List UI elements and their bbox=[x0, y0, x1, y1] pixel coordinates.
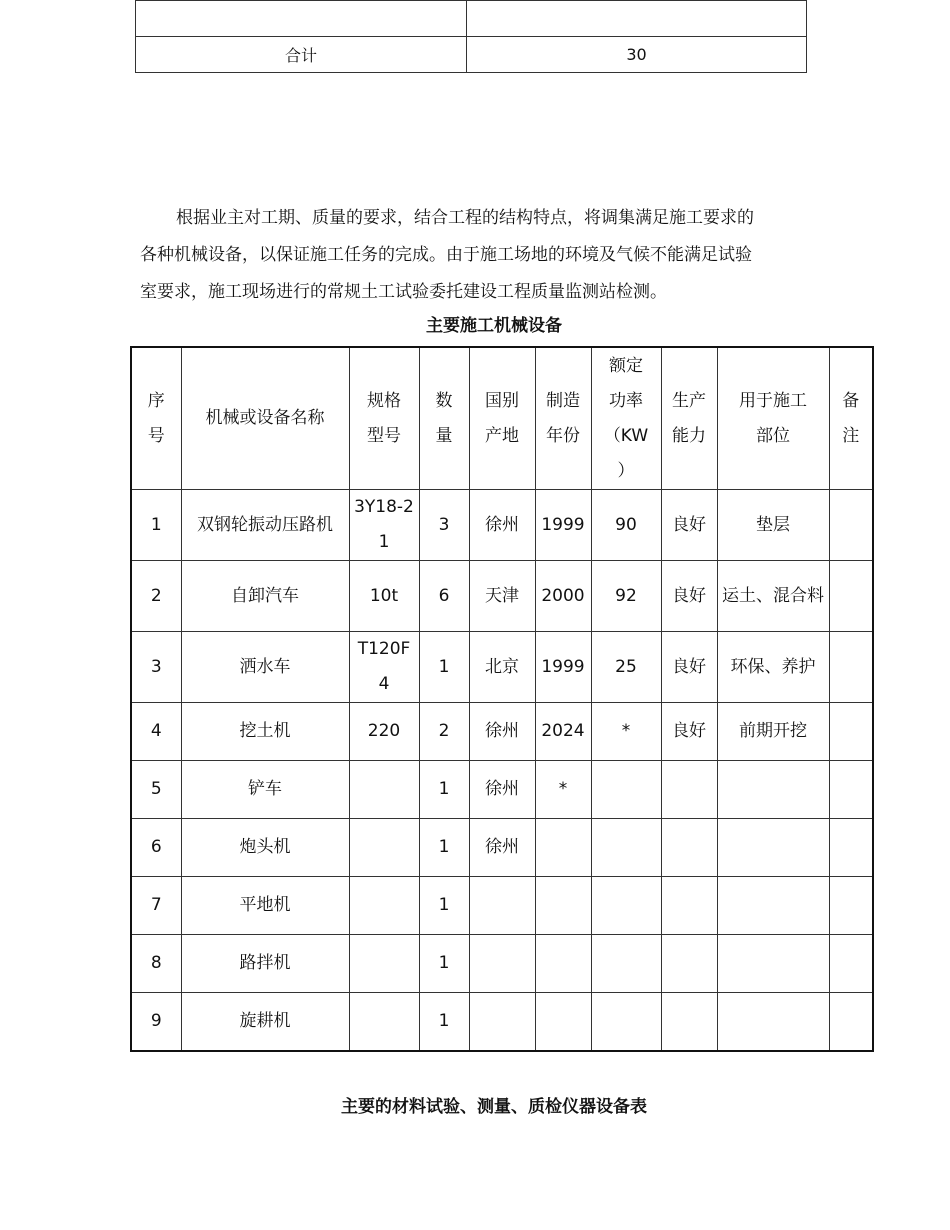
cell-quantity: 1 bbox=[419, 761, 469, 819]
cell-remarks bbox=[829, 935, 873, 993]
table-row bbox=[131, 993, 873, 1052]
header-cell-name: 机械或设备名称 bbox=[181, 347, 349, 490]
cell-usage-part bbox=[717, 877, 829, 935]
cell-capacity: 良好 bbox=[661, 632, 717, 703]
summary-table bbox=[135, 0, 807, 73]
cell-remarks bbox=[829, 561, 873, 632]
cell-year bbox=[535, 877, 591, 935]
cell-equipment-name: 路拌机 bbox=[181, 935, 349, 993]
cell-row-index: 3 bbox=[131, 632, 181, 703]
cell-capacity: 良好 bbox=[661, 490, 717, 561]
cell-quantity: 1 bbox=[419, 632, 469, 703]
cell-model bbox=[349, 993, 419, 1052]
cell-row-index: 4 bbox=[131, 703, 181, 761]
cell-year: 1999 bbox=[535, 490, 591, 561]
cell-model: 220 bbox=[349, 703, 419, 761]
header-cell-model: 规格 型号 bbox=[349, 347, 419, 490]
cell-capacity bbox=[661, 761, 717, 819]
table-row bbox=[131, 703, 873, 761]
cell-year: * bbox=[535, 761, 591, 819]
cell-year bbox=[535, 993, 591, 1052]
paragraph-line: 室要求，施工现场进行的常规土工试验委托建设工程质量监测站检测。 bbox=[140, 282, 667, 302]
body-paragraph bbox=[140, 200, 820, 311]
header-cell-usage: 用于施工 部位 bbox=[717, 347, 829, 490]
cell-usage-part: 环保、养护 bbox=[717, 632, 829, 703]
cell-row-index: 9 bbox=[131, 993, 181, 1052]
cell-model bbox=[349, 819, 419, 877]
cell-row-index: 1 bbox=[131, 490, 181, 561]
cell-origin: 北京 bbox=[469, 632, 535, 703]
cell-rated-power: 92 bbox=[591, 561, 661, 632]
table-row bbox=[131, 632, 873, 703]
table-row bbox=[131, 819, 873, 877]
cell-row-index: 7 bbox=[131, 877, 181, 935]
cell-rated-power bbox=[591, 761, 661, 819]
cell-quantity: 1 bbox=[419, 877, 469, 935]
cell-model bbox=[349, 877, 419, 935]
cell-usage-part bbox=[717, 935, 829, 993]
total-value: 30 bbox=[467, 37, 807, 73]
table-row bbox=[136, 1, 807, 37]
cell-remarks bbox=[829, 490, 873, 561]
cell-usage-part: 前期开挖 bbox=[717, 703, 829, 761]
cell-origin bbox=[469, 877, 535, 935]
cell-usage-part: 垫层 bbox=[717, 490, 829, 561]
cell-rated-power bbox=[591, 935, 661, 993]
cell-origin: 徐州 bbox=[469, 490, 535, 561]
cell-rated-power bbox=[591, 819, 661, 877]
cell-row-index: 5 bbox=[131, 761, 181, 819]
equipment-table-title: 主要施工机械设备 bbox=[426, 316, 562, 336]
cell-remarks bbox=[829, 819, 873, 877]
cell-rated-power: 25 bbox=[591, 632, 661, 703]
cell-row-index: 6 bbox=[131, 819, 181, 877]
instrument-table-title: 主要的材料试验、测量、质检仪器设备表 bbox=[341, 1097, 647, 1117]
cell-equipment-name: 自卸汽车 bbox=[181, 561, 349, 632]
cell-year: 2024 bbox=[535, 703, 591, 761]
cell-quantity: 3 bbox=[419, 490, 469, 561]
cell-equipment-name: 旋耕机 bbox=[181, 993, 349, 1052]
header-cell-power: 额定 功率 （KW ） bbox=[591, 347, 661, 490]
cell-equipment-name: 挖土机 bbox=[181, 703, 349, 761]
paragraph-line: 各种机械设备，以保证施工任务的完成。由于施工场地的环境及气候不能满足试验 bbox=[140, 245, 752, 265]
header-cell-origin: 国别 产地 bbox=[469, 347, 535, 490]
table-row bbox=[131, 761, 873, 819]
cell-remarks bbox=[829, 877, 873, 935]
table-row bbox=[131, 490, 873, 561]
header-cell-year: 制造 年份 bbox=[535, 347, 591, 490]
cell-model: T120F4 bbox=[349, 632, 419, 703]
cell-year: 2000 bbox=[535, 561, 591, 632]
cell-capacity: 良好 bbox=[661, 561, 717, 632]
cell-rated-power: 90 bbox=[591, 490, 661, 561]
cell-origin: 徐州 bbox=[469, 761, 535, 819]
cell-rated-power bbox=[591, 993, 661, 1052]
cell-remarks bbox=[829, 703, 873, 761]
cell-capacity: 良好 bbox=[661, 703, 717, 761]
total-label: 合计 bbox=[136, 37, 467, 73]
cell-year bbox=[535, 819, 591, 877]
table-row bbox=[131, 935, 873, 993]
cell-equipment-name: 炮头机 bbox=[181, 819, 349, 877]
cell-quantity: 2 bbox=[419, 703, 469, 761]
cell-quantity: 1 bbox=[419, 993, 469, 1052]
cell-quantity: 6 bbox=[419, 561, 469, 632]
cell-capacity bbox=[661, 935, 717, 993]
table-cell bbox=[136, 1, 467, 37]
cell-year bbox=[535, 935, 591, 993]
table-cell bbox=[467, 1, 807, 37]
cell-origin bbox=[469, 993, 535, 1052]
cell-origin: 徐州 bbox=[469, 819, 535, 877]
cell-rated-power: * bbox=[591, 703, 661, 761]
cell-usage-part bbox=[717, 819, 829, 877]
cell-equipment-name: 洒水车 bbox=[181, 632, 349, 703]
equipment-table bbox=[130, 346, 874, 1052]
cell-origin: 天津 bbox=[469, 561, 535, 632]
header-row bbox=[131, 347, 873, 490]
cell-row-index: 2 bbox=[131, 561, 181, 632]
cell-usage-part: 运土、混合料 bbox=[717, 561, 829, 632]
cell-model bbox=[349, 935, 419, 993]
cell-equipment-name: 双钢轮振动压路机 bbox=[181, 490, 349, 561]
cell-remarks bbox=[829, 632, 873, 703]
cell-quantity: 1 bbox=[419, 819, 469, 877]
cell-remarks bbox=[829, 761, 873, 819]
cell-model bbox=[349, 761, 419, 819]
cell-origin bbox=[469, 935, 535, 993]
equipment-table-body bbox=[131, 490, 873, 1052]
cell-year: 1999 bbox=[535, 632, 591, 703]
header-cell-remarks: 备 注 bbox=[829, 347, 873, 490]
cell-row-index: 8 bbox=[131, 935, 181, 993]
cell-capacity bbox=[661, 877, 717, 935]
cell-rated-power bbox=[591, 877, 661, 935]
cell-equipment-name: 平地机 bbox=[181, 877, 349, 935]
cell-usage-part bbox=[717, 993, 829, 1052]
header-cell-quantity: 数 量 bbox=[419, 347, 469, 490]
cell-model: 10t bbox=[349, 561, 419, 632]
cell-quantity: 1 bbox=[419, 935, 469, 993]
total-row bbox=[136, 37, 807, 73]
cell-usage-part bbox=[717, 761, 829, 819]
cell-remarks bbox=[829, 993, 873, 1052]
header-cell-index: 序 号 bbox=[131, 347, 181, 490]
paragraph-line: 根据业主对工期、质量的要求，结合工程的结构特点，将调集满足施工要求的 bbox=[176, 208, 754, 228]
cell-equipment-name: 铲车 bbox=[181, 761, 349, 819]
cell-origin: 徐州 bbox=[469, 703, 535, 761]
table-row bbox=[131, 877, 873, 935]
cell-model: 3Y18-21 bbox=[349, 490, 419, 561]
table-row bbox=[131, 561, 873, 632]
cell-capacity bbox=[661, 993, 717, 1052]
header-cell-capacity: 生产 能力 bbox=[661, 347, 717, 490]
cell-capacity bbox=[661, 819, 717, 877]
